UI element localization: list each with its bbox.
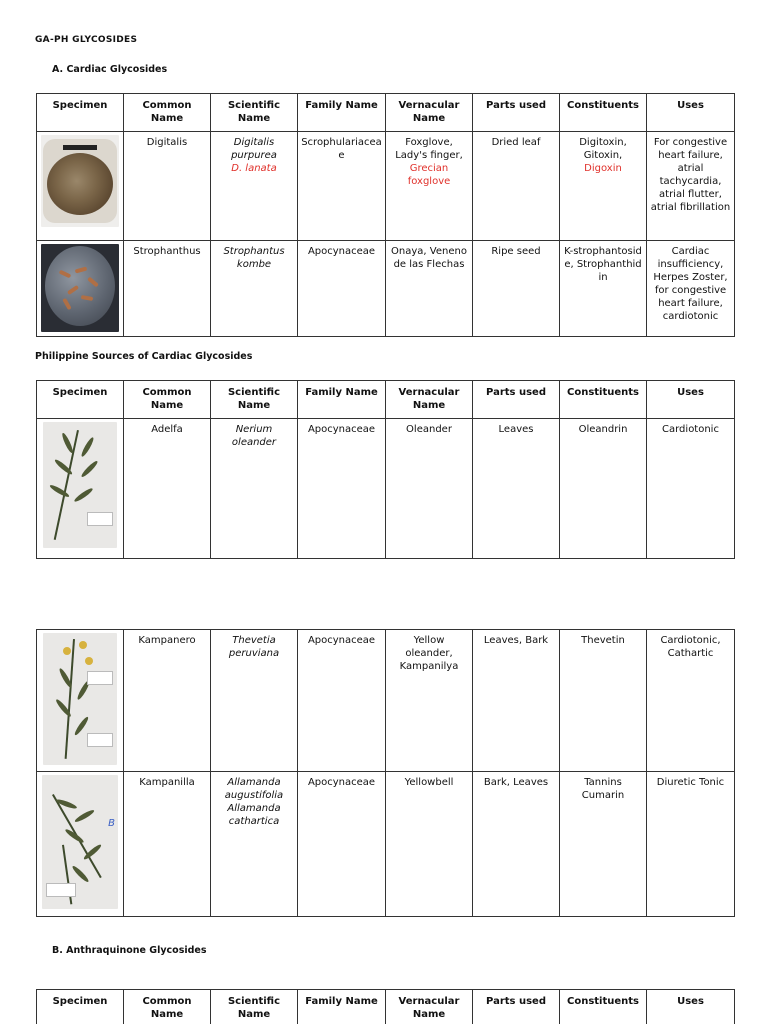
col-header: Specimen: [37, 990, 124, 1024]
table-row: [37, 241, 735, 337]
specimen-cell: [37, 630, 124, 772]
uses: For congestive heart failure, atrial tachycardia, atrial flutter, atrial fibrillation: [647, 132, 735, 241]
parts-used: Ripe seed: [473, 241, 560, 337]
uses: Cardiotonic, Cathartic: [647, 630, 735, 772]
common-name: Adelfa: [124, 419, 211, 559]
col-header: Specimen: [37, 94, 124, 132]
col-header: Scientific Name: [211, 381, 298, 419]
digitalis-specimen-photo: [41, 135, 119, 227]
anthraquinone-glycosides-table: [36, 989, 735, 1024]
specimen-cell: [37, 132, 124, 241]
col-header: Parts used: [473, 990, 560, 1024]
constituents: Thevetin: [560, 630, 647, 772]
vernacular-name: Onaya, Veneno de las Flechas: [386, 241, 473, 337]
scientific-name: Allamanda augustifolia Allamanda cathartica: [211, 772, 298, 917]
common-name: Kampanero: [124, 630, 211, 772]
col-header: Specimen: [37, 381, 124, 419]
col-header: Vernacular Name: [386, 990, 473, 1024]
constituents: Oleandrin: [560, 419, 647, 559]
common-name: Strophanthus: [124, 241, 211, 337]
philippine-sources-table-continued: [36, 629, 735, 917]
col-header: Parts used: [473, 94, 560, 132]
col-header: Scientific Name: [211, 990, 298, 1024]
specimen-cell: [37, 241, 124, 337]
constituents: Tannins Cumarin: [560, 772, 647, 917]
scientific-name: Thevetia peruviana: [211, 630, 298, 772]
scientific-name: Strophantus kombe: [211, 241, 298, 337]
photo-annotation-mark: B: [108, 818, 115, 829]
family-name: Scrophulariaceae: [298, 132, 386, 241]
section-heading-anthraquinone: B. Anthraquinone Glycosides: [52, 945, 207, 956]
family-name: Apocynaceae: [298, 772, 386, 917]
section-heading-philippine: Philippine Sources of Cardiac Glycosides: [35, 351, 253, 362]
family-name: Apocynaceae: [298, 419, 386, 559]
table-header-row: [37, 990, 735, 1024]
document-heading: GA-PH GLYCOSIDES: [35, 35, 138, 45]
col-header: Common Name: [124, 381, 211, 419]
kampanero-specimen-photo: [43, 633, 117, 765]
col-header: Family Name: [298, 381, 386, 419]
kampanilla-specimen-photo: [42, 775, 118, 909]
table-header-row: [37, 94, 735, 132]
vernacular-name: Yellow oleander, Kampanilya: [386, 630, 473, 772]
scientific-name: Digitalis purpurea D. lanata: [211, 132, 298, 241]
specimen-cell: [37, 419, 124, 559]
col-header: Vernacular Name: [386, 94, 473, 132]
vernacular-name: Foxglove, Lady's finger, Grecian foxglove: [386, 132, 473, 241]
uses: Cardiac insufficiency, Herpes Zoster, for congestive heart failure, cardiotonic: [647, 241, 735, 337]
uses: Cardiotonic: [647, 419, 735, 559]
col-header: Uses: [647, 94, 735, 132]
common-name: Digitalis: [124, 132, 211, 241]
col-header: Vernacular Name: [386, 381, 473, 419]
parts-used: Leaves, Bark: [473, 630, 560, 772]
philippine-sources-table: [36, 380, 735, 559]
vernacular-name: Yellowbell: [386, 772, 473, 917]
constituents: Digitoxin, Gitoxin, Digoxin: [560, 132, 647, 241]
col-header: Scientific Name: [211, 94, 298, 132]
constituents: K-strophantoside, Strophanthidin: [560, 241, 647, 337]
col-header: Common Name: [124, 990, 211, 1024]
col-header: Uses: [647, 381, 735, 419]
parts-used: Bark, Leaves: [473, 772, 560, 917]
common-name: Kampanilla: [124, 772, 211, 917]
cardiac-glycosides-table: [36, 93, 735, 337]
col-header: Constituents: [560, 94, 647, 132]
col-header: Common Name: [124, 94, 211, 132]
table-header-row: [37, 381, 735, 419]
specimen-cell: [37, 772, 124, 917]
family-name: Apocynaceae: [298, 630, 386, 772]
uses: Diuretic Tonic: [647, 772, 735, 917]
col-header: Constituents: [560, 381, 647, 419]
vernacular-name: Oleander: [386, 419, 473, 559]
adelfa-specimen-photo: [43, 422, 117, 548]
table-row: [37, 132, 735, 241]
table-row: [37, 419, 735, 559]
table-row: [37, 630, 735, 772]
table-row: [37, 772, 735, 917]
parts-used: Leaves: [473, 419, 560, 559]
col-header: Family Name: [298, 990, 386, 1024]
section-heading-cardiac: A. Cardiac Glycosides: [52, 64, 168, 75]
family-name: Apocynaceae: [298, 241, 386, 337]
col-header: Uses: [647, 990, 735, 1024]
col-header: Constituents: [560, 990, 647, 1024]
strophanthus-specimen-photo: [41, 244, 119, 332]
col-header: Parts used: [473, 381, 560, 419]
scientific-name: Nerium oleander: [211, 419, 298, 559]
col-header: Family Name: [298, 94, 386, 132]
parts-used: Dried leaf: [473, 132, 560, 241]
